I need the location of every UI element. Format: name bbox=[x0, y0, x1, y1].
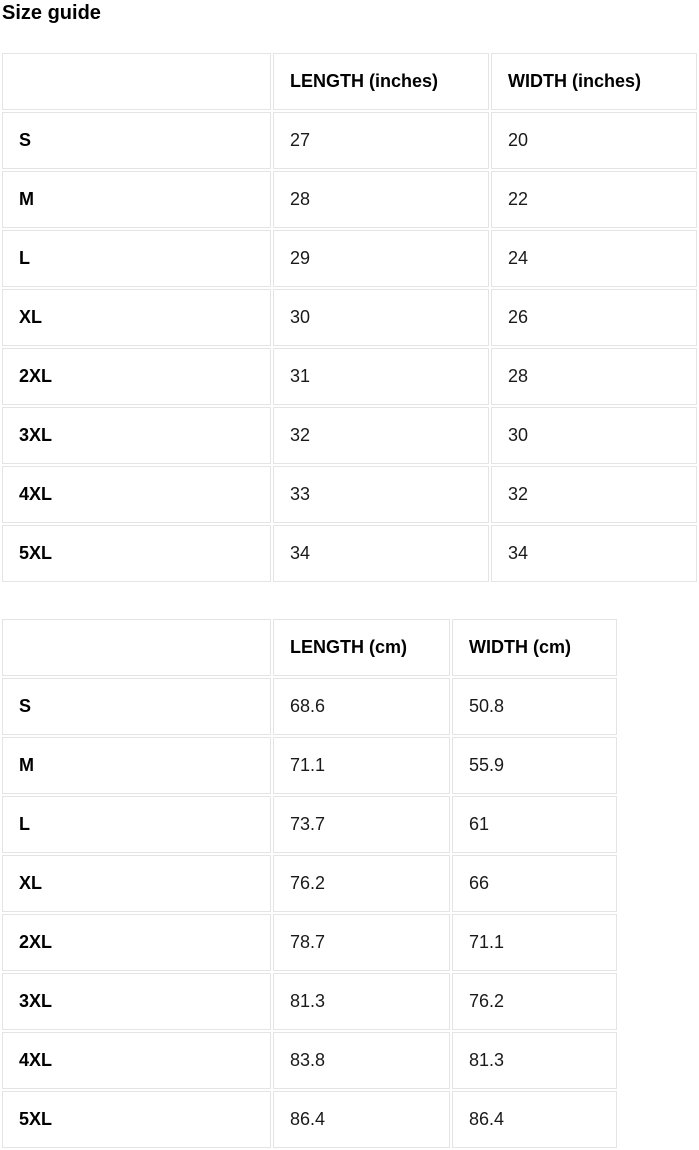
size-label: M bbox=[2, 737, 271, 794]
length-value: 30 bbox=[273, 289, 489, 346]
table-row bbox=[2, 796, 617, 853]
width-value: 61 bbox=[452, 796, 617, 853]
length-cm-header: LENGTH (cm) bbox=[273, 619, 450, 676]
table-row bbox=[2, 112, 697, 169]
length-value: 68.6 bbox=[273, 678, 450, 735]
size-label: 5XL bbox=[2, 525, 271, 582]
size-label: L bbox=[2, 796, 271, 853]
table-row bbox=[2, 466, 697, 523]
width-value: 28 bbox=[491, 348, 697, 405]
size-label: 4XL bbox=[2, 466, 271, 523]
size-label: XL bbox=[2, 855, 271, 912]
width-value: 86.4 bbox=[452, 1091, 617, 1148]
width-value: 71.1 bbox=[452, 914, 617, 971]
length-value: 28 bbox=[273, 171, 489, 228]
length-value: 32 bbox=[273, 407, 489, 464]
width-value: 22 bbox=[491, 171, 697, 228]
width-value: 30 bbox=[491, 407, 697, 464]
length-value: 76.2 bbox=[273, 855, 450, 912]
width-value: 20 bbox=[491, 112, 697, 169]
length-value: 34 bbox=[273, 525, 489, 582]
length-value: 71.1 bbox=[273, 737, 450, 794]
length-value: 78.7 bbox=[273, 914, 450, 971]
length-value: 29 bbox=[273, 230, 489, 287]
table-row bbox=[2, 525, 697, 582]
table-row bbox=[2, 1091, 617, 1148]
length-inches-header: LENGTH (inches) bbox=[273, 53, 489, 110]
size-label: 2XL bbox=[2, 348, 271, 405]
width-cm-header: WIDTH (cm) bbox=[452, 619, 617, 676]
table-row bbox=[2, 678, 617, 735]
size-label: 5XL bbox=[2, 1091, 271, 1148]
width-value: 32 bbox=[491, 466, 697, 523]
size-label: 4XL bbox=[2, 1032, 271, 1089]
size-label: L bbox=[2, 230, 271, 287]
width-value: 34 bbox=[491, 525, 697, 582]
table-row bbox=[2, 914, 617, 971]
width-value: 26 bbox=[491, 289, 697, 346]
length-value: 33 bbox=[273, 466, 489, 523]
size-table-inches bbox=[0, 51, 699, 584]
table-row bbox=[2, 289, 697, 346]
length-value: 83.8 bbox=[273, 1032, 450, 1089]
table-row bbox=[2, 230, 697, 287]
table-row bbox=[2, 171, 697, 228]
width-value: 81.3 bbox=[452, 1032, 617, 1089]
size-label: S bbox=[2, 678, 271, 735]
width-value: 24 bbox=[491, 230, 697, 287]
width-value: 76.2 bbox=[452, 973, 617, 1030]
size-label: M bbox=[2, 171, 271, 228]
table-row bbox=[2, 407, 697, 464]
size-label: XL bbox=[2, 289, 271, 346]
table-row bbox=[2, 737, 617, 794]
size-label: 3XL bbox=[2, 407, 271, 464]
page-title: Size guide bbox=[2, 2, 101, 24]
header-row bbox=[2, 619, 617, 676]
length-value: 27 bbox=[273, 112, 489, 169]
table-row bbox=[2, 855, 617, 912]
table-row bbox=[2, 1032, 617, 1089]
table-row bbox=[2, 973, 617, 1030]
header-row bbox=[2, 53, 697, 110]
size-label: S bbox=[2, 112, 271, 169]
length-value: 81.3 bbox=[273, 973, 450, 1030]
corner-header-cell bbox=[2, 53, 271, 110]
corner-header-cell bbox=[2, 619, 271, 676]
width-value: 50.8 bbox=[452, 678, 617, 735]
size-label: 3XL bbox=[2, 973, 271, 1030]
width-inches-header: WIDTH (inches) bbox=[491, 53, 697, 110]
width-value: 66 bbox=[452, 855, 617, 912]
length-value: 73.7 bbox=[273, 796, 450, 853]
size-table-cm bbox=[0, 617, 619, 1150]
table-row bbox=[2, 348, 697, 405]
width-value: 55.9 bbox=[452, 737, 617, 794]
size-label: 2XL bbox=[2, 914, 271, 971]
length-value: 31 bbox=[273, 348, 489, 405]
length-value: 86.4 bbox=[273, 1091, 450, 1148]
